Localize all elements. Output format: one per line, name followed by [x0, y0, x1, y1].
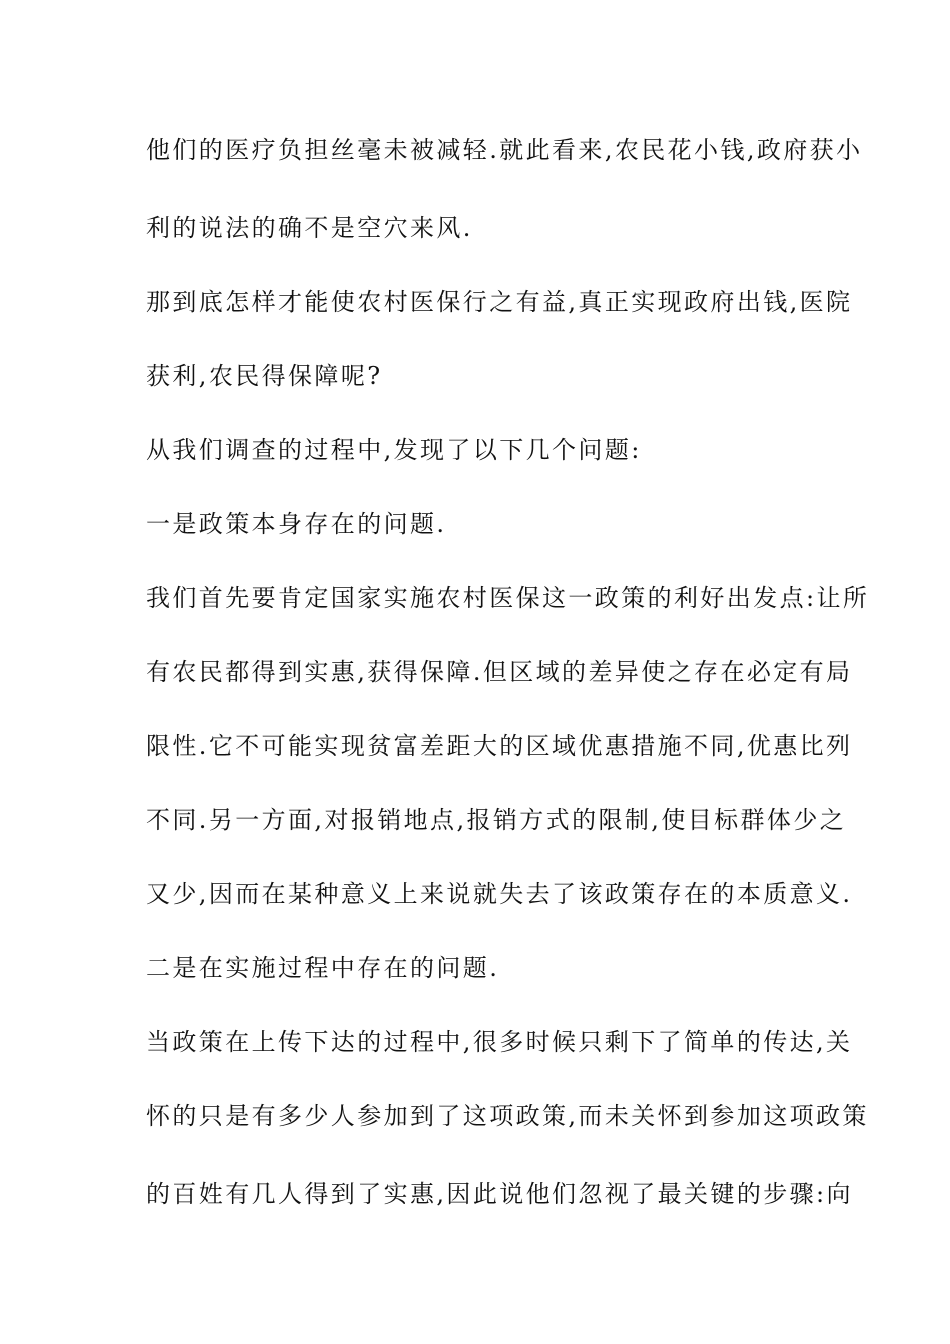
text-line: 他们的医疗负担丝毫未被减轻.就此看来,农民花小钱,政府获小 — [146, 136, 863, 164]
text-line: 又少,因而在某种意义上来说就失去了该政策存在的本质意义. — [146, 880, 853, 908]
text-line: 的百姓有几人得到了实惠,因此说他们忽视了最关键的步骤:向 — [146, 1180, 853, 1208]
text-line: 获利,农民得保障呢? — [146, 362, 383, 390]
text-line: 不同.另一方面,对报销地点,报销方式的限制,使目标群体少之 — [146, 806, 847, 834]
text-line: 有农民都得到实惠,获得保障.但区域的差异使之存在必定有局 — [146, 658, 853, 686]
text-line: 一是政策本身存在的问题. — [146, 510, 447, 538]
text-line: 利的说法的确不是空穴来风. — [146, 214, 473, 242]
text-line: 怀的只是有多少人参加到了这项政策,而未关怀到参加这项政策 — [146, 1102, 869, 1130]
text-line: 那到底怎样才能使农村医保行之有益,真正实现政府出钱,医院 — [146, 288, 853, 316]
text-line: 从我们调查的过程中,发现了以下几个问题: — [146, 436, 642, 464]
text-line: 限性.它不可能实现贫富差距大的区域优惠措施不同,优惠比列 — [146, 732, 853, 760]
text-line: 当政策在上传下达的过程中,很多时候只剩下了简单的传达,关 — [146, 1028, 853, 1056]
text-line: 二是在实施过程中存在的问题. — [146, 954, 500, 982]
text-line: 我们首先要肯定国家实施农村医保这一政策的利好出发点:让所 — [146, 584, 870, 612]
